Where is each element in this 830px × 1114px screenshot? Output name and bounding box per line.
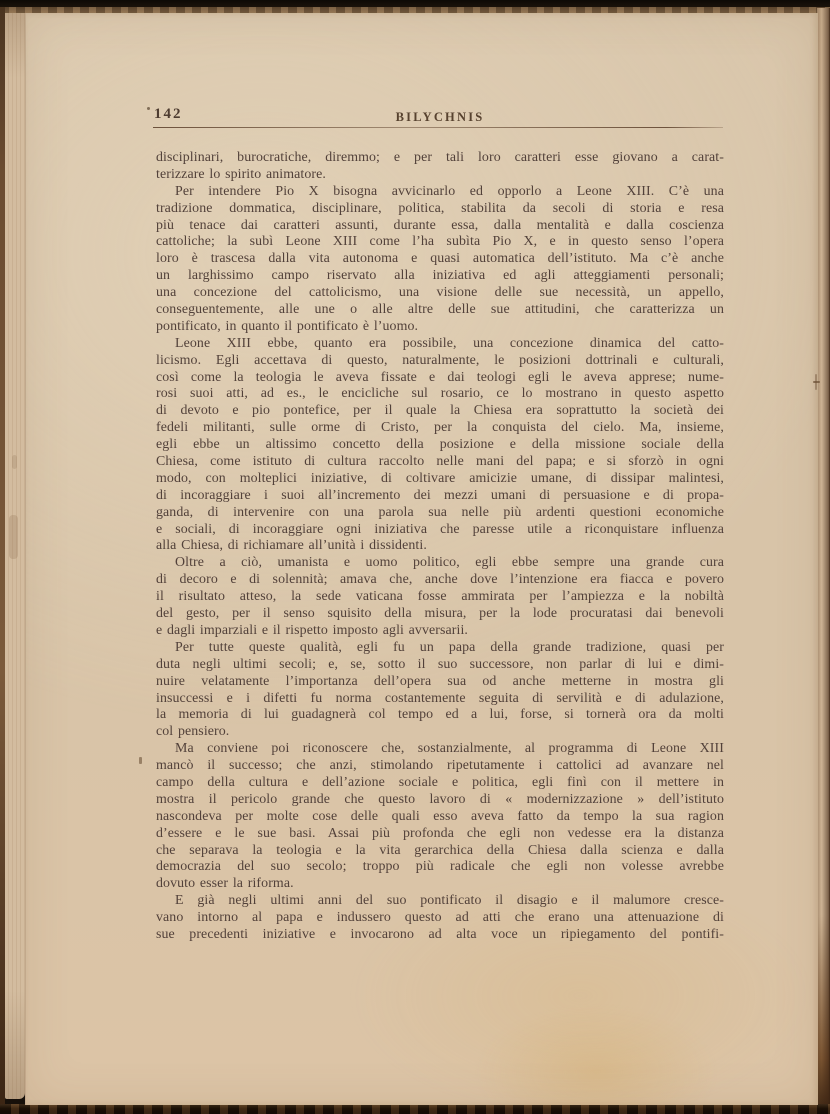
text-block [156,150,724,944]
text-line: terizzare lo spirito animatore. [156,166,326,182]
header-rule [153,127,723,128]
page-number: 142 [154,106,183,122]
text-line: nuire velatamente l’importanza dell’opera sua od anche metterne in mostra gli [156,673,724,689]
edge-smudge [12,455,17,469]
text-line: Oltre a ciò, umanista e uomo politico, egli ebbe sempre una grande cura [175,555,724,571]
text-line: di decoro e di solennità; amava che, anche dove l’intenzione era fiacca e povero [156,572,724,588]
text-line: fedeli militanti, sulle orme di Cristo, per la conquista del cielo. Ma, insieme, [156,420,724,436]
text-line: col pensiero. [156,724,230,740]
page-edge-crease [815,374,817,390]
page [25,13,818,1105]
text-line: Per intendere Pio X bisogna avvicinarlo ed opporlo a Leone XIII. C’è una [175,183,724,199]
text-line: sue precedenti iniziative e invocarono ad alta voce un ripiegamento del pontifi- [156,926,724,942]
text-line: Per tutte queste qualità, egli fu un papa della grande tradizione, quasi per [175,639,724,655]
ink-speck [147,107,150,110]
text-line: un larghissimo campo riservato alla iniziativa ed agli atteggiamenti personali; [156,268,724,284]
text-line: modo, con molteplici iniziative, di coltivare amicizie umane, di dissipar malintesi, [156,470,724,486]
text-line: mancò il successo; che anzi, stimolando ripetutamente i cattolici ad avanzare nel [156,758,724,774]
text-line: egli ebbe un altissimo concetto della posizione e della missione sociale della [156,437,724,453]
margin-mark [139,757,142,764]
text-line: ganda, di intervenire con una parola sua nelle più ardenti questioni economiche [156,504,724,520]
text-line: il risultato atteso, la sede vaticana fosse ammirata per l’ampiezza e la nobiltà [156,589,724,605]
text-line: del gesto, per il senso squisito della misura, per la lode procuratasi dai benevoli [156,606,724,622]
text-line: più tenace dai caratteri assunti, durante essa, dalla mentalità e dalla coscienza [156,217,724,233]
text-line: insuccessi e i difetti fu norma costantemente seguita di servilità e di adulazione, [156,690,724,706]
text-line: duta negli ultimi secoli; e, se, sotto il suo successore, non parlar di lui e dimi- [156,656,724,672]
text-line: disciplinari, burocratiche, diremmo; e per tali loro caratteri esse giovano a carat- [156,150,724,165]
text-line: Leone XIII ebbe, quanto era possibile, una concezione dinamica del catto- [175,335,724,351]
text-line: Ma conviene poi riconoscere che, sostanzialmente, al programma di Leone XIII [175,741,724,757]
text-line: nascondeva per molte cose delle quali esso aveva fatto da tempo la sua ragion [156,808,724,824]
text-line: loro è trascesa dalla vita autonoma e quasi automatica dell’istituto. Ma c’è anche [156,251,724,267]
text-line: pontificato, in quanto il pontificato è l’uomo. [156,318,419,334]
text-line: licismo. Egli accettava di questo, naturalmente, le posizioni dottrinali e culturali, [156,352,724,368]
page-stack-right-edge [817,8,830,1114]
text-line: E già negli ultimi anni del suo pontificato il disagio e il malumore cresce- [175,893,724,909]
text-line: di devoto e pio pontefice, per il quale la Chiesa era soprattutto la società dei [156,403,724,419]
text-line: democrazia del suo secolo; troppo più radicale che egli non volesse avrebbe [156,859,724,875]
text-line: di incoraggiare i suoi all’incremento dei mezzi umani di persuasione e di propa- [156,487,724,503]
text-line: e sociali, di incoraggiare ogni iniziativa che paresse utile a riconquistare influenza [156,521,724,537]
text-line: una concezione del cattolicismo, una visione delle sue necessità, un appello, [156,285,724,301]
book-bottom-edge [0,1104,830,1114]
text-line: conseguentemente, alle une o alle altre delle sue attitudini, che caratterizza un [156,302,724,318]
text-line: vano intorno al papa e indussero questo ad atti che erano una attenuazione di [156,910,724,926]
edge-smudge [9,515,18,559]
journal-title: BILYCHNIS [395,110,485,124]
text-line: cattoliche; la subì Leone XIII come l’ha subìta Pio X, e in questo senso l’opera [156,234,724,250]
text-line: mostra il pericolo grande che questo lavoro di « modernizzazione » dell’istituto [156,791,724,807]
text-line: d’essere e le sue basi. Assai più profonda che egli non vedesse era la distanza [156,825,724,841]
text-line: così come la teologia le aveva fissate e dai teologi egli le aveva apprese; nume- [156,369,724,385]
text-line: la memoria di lui guadagnerà col tempo ed a lui, forse, si tornerà ora da molti [156,707,724,723]
text-line: che separava la teologia e la vita gerarchica della Chiesa dalla scienza e dalla [156,842,724,858]
text-line: alla Chiesa, di richiamare all’unità i dissidenti. [156,538,427,554]
text-line: e dagli imparziali e il rispetto imposto agli avversarii. [156,622,469,638]
text-line: dovuto esser la riforma. [156,876,294,892]
text-line: tradizione dommatica, disciplinare, politica, stabilita da secoli di storia e resa [156,200,724,216]
text-line: campo della cultura e dell’azione sociale e politica, egli finì con il mettere in [156,774,724,790]
text-line: Chiesa, come istituto di cultura raccolto nelle mani del papa; e si sforzò in ogni [156,454,724,470]
text-line: rosi suoi atti, ad es., le encicliche sul rosario, ce lo mostrano in questo aspetto [156,386,724,402]
